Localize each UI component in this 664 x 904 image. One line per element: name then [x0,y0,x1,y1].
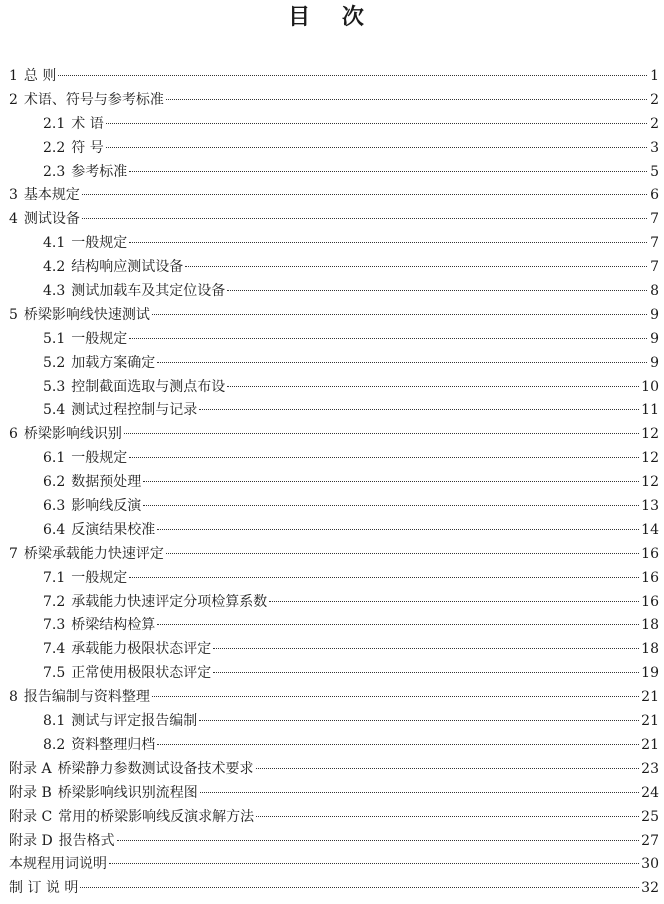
toc-entry[interactable] [9,161,659,185]
toc-entry-number: 8 [9,689,18,706]
toc-entry-label: 承载能力快速评定分项检算系数 [71,593,268,610]
toc-entry-page: 12 [641,450,659,467]
toc-entry[interactable] [9,662,659,686]
toc-entry-number: 4.3 [43,283,66,300]
toc-entry-label: 承载能力极限状态评定 [71,641,212,658]
toc-entry-page: 11 [641,402,659,419]
toc-entry-label: 一般规定 [71,569,128,586]
toc-entry-label: 数据预处理 [71,474,142,491]
dot-leader [152,314,647,315]
toc-entry-page: 24 [641,784,659,801]
dot-leader [227,386,639,387]
toc-entry-page: 30 [641,856,659,873]
toc-entry[interactable] [9,89,659,113]
toc-entry[interactable] [9,638,659,662]
toc-entry-label: 一般规定 [71,330,128,347]
toc-entry-label: 测试与评定报告编制 [71,713,198,730]
dot-leader [157,529,639,530]
toc-entry-label: 制 订 说 明 [9,880,79,897]
toc-entry-page: 18 [641,617,659,634]
toc-entry-label: 加载方案确定 [71,354,156,371]
toc-entry-number: 5 [9,306,18,323]
toc-entry-label: 符 号 [71,139,104,156]
toc-entry[interactable] [9,853,659,877]
toc-entry-page: 19 [641,665,659,682]
toc-entry-number: 7 [9,545,18,562]
toc-entry[interactable] [9,208,659,232]
toc-entry[interactable] [9,113,659,137]
toc-entry-page: 32 [641,880,659,897]
toc-entry-page: 8 [650,283,659,300]
toc-entry-number: 5.2 [43,354,66,371]
dot-leader [157,744,639,745]
toc-entry-label: 资料整理归档 [71,736,156,753]
toc-entry-page: 16 [641,545,659,562]
dot-leader [199,409,639,410]
toc-entry-label: 总 则 [23,68,57,84]
toc-entry-page: 12 [641,426,659,443]
toc-entry-page: 1 [650,68,659,84]
toc-entry[interactable] [9,376,659,400]
toc-entry[interactable] [9,447,659,471]
table-of-contents [9,65,659,901]
toc-entry-page: 13 [641,498,659,515]
toc-entry-page: 3 [650,139,659,156]
toc-entry-number: 7.3 [43,617,66,634]
toc-entry-page: 23 [641,760,659,777]
toc-entry-label: 参考标准 [71,163,128,180]
toc-entry-label: 桥梁结构检算 [71,617,156,634]
toc-entry-page: 14 [641,521,659,538]
dot-leader [143,481,639,482]
toc-entry-page: 5 [650,163,659,180]
toc-entry-page: 10 [641,378,659,395]
dot-leader [124,433,639,434]
dot-leader [200,792,639,793]
toc-entry[interactable] [9,782,659,806]
toc-entry-number: 7.2 [43,593,66,610]
toc-entry-page: 7 [650,235,659,252]
toc-entry-page: 7 [650,211,659,228]
toc-entry-label: 桥梁影响线识别 [23,426,122,443]
dot-leader [199,720,639,721]
toc-entry-number: 4.1 [43,235,66,252]
toc-entry-number: 2 [9,91,18,108]
dot-leader [80,887,639,888]
dot-leader [129,457,639,458]
dot-leader [129,577,639,578]
toc-entry-number: 8.1 [43,713,66,730]
toc-entry-label: 影响线反演 [71,498,142,515]
dot-leader [166,99,647,100]
toc-entry-number: 5.1 [43,330,66,347]
toc-entry-label: 测试过程控制与记录 [71,402,198,419]
page-title: 目 次 [288,4,376,30]
toc-entry-page: 6 [650,187,659,204]
toc-entry-label: 本规程用词说明 [9,856,107,873]
toc-entry-page: 2 [650,115,659,132]
toc-entry-label: 测试加载车及其定位设备 [71,283,226,300]
toc-entry-label: 反演结果校准 [71,521,156,538]
dot-leader [109,863,639,864]
toc-entry[interactable] [9,137,659,161]
toc-entry-label: 控制截面选取与测点布设 [71,378,226,395]
dot-leader [129,242,647,243]
toc-entry[interactable] [9,686,659,710]
toc-entry-page: 21 [641,736,659,753]
dot-leader [256,768,640,769]
toc-entry[interactable] [9,256,659,280]
toc-entry[interactable] [9,519,659,543]
toc-entry-page: 2 [650,91,659,108]
toc-entry[interactable] [9,495,659,519]
toc-entry-number: 8.2 [43,736,66,753]
toc-entry-label: 正常使用极限状态评定 [71,665,212,682]
dot-leader [157,624,639,625]
toc-entry[interactable] [9,758,659,782]
toc-entry[interactable] [9,280,659,304]
toc-entry-page: 7 [650,259,659,276]
toc-entry-number: 6.1 [43,450,66,467]
toc-entry-number: 6.4 [43,521,66,538]
toc-entry-label: 报告格式 [58,832,115,849]
toc-entry-number: 附录 C [9,808,53,825]
toc-entry[interactable] [9,232,659,256]
toc-entry[interactable] [9,734,659,758]
toc-entry-number: 5.4 [43,402,66,419]
toc-entry-number: 5.3 [43,378,66,395]
dot-leader [106,147,647,148]
toc-entry-number: 6.3 [43,498,66,515]
toc-entry-label: 报告编制与资料整理 [23,689,150,706]
toc-entry-number: 2.1 [43,115,66,132]
toc-entry-label: 桥梁影响线识别流程图 [57,784,198,801]
toc-entry-page: 25 [641,808,659,825]
toc-entry-number: 附录 A [9,760,52,777]
toc-entry-label: 基本规定 [23,187,80,204]
toc-entry-label: 测试设备 [23,211,80,228]
toc-entry-number: 7.5 [43,665,66,682]
dot-leader [129,338,647,339]
dot-leader [269,601,639,602]
toc-entry-number: 6 [9,426,18,443]
toc-entry-number: 4.2 [43,259,66,276]
toc-entry-number: 2.2 [43,139,66,156]
dot-leader [117,840,639,841]
toc-entry[interactable] [9,710,659,734]
toc-entry[interactable] [9,65,659,89]
toc-entry[interactable] [9,399,659,423]
toc-entry[interactable] [9,806,659,830]
toc-entry-page: 16 [641,569,659,586]
toc-entry[interactable] [9,423,659,447]
toc-entry-number: 附录 B [9,784,52,801]
toc-entry-page: 27 [641,832,659,849]
toc-entry-page: 16 [641,593,659,610]
dot-leader [129,171,647,172]
toc-entry-page: 9 [650,354,659,371]
toc-entry[interactable] [9,352,659,376]
toc-entry-label: 术语、符号与参考标准 [23,91,164,108]
toc-entry-page: 9 [650,330,659,347]
dot-leader [82,194,647,195]
toc-entry-number: 1 [9,68,18,84]
toc-entry-number: 附录 D [9,832,53,849]
toc-entry[interactable] [9,328,659,352]
toc-entry-number: 2.3 [43,163,66,180]
toc-entry-page: 18 [641,641,659,658]
dot-leader [213,672,639,673]
dot-leader [106,123,647,124]
dot-leader [58,75,647,76]
toc-entry-label: 桥梁影响线快速测试 [23,306,150,323]
toc-entry-page: 21 [641,713,659,730]
dot-leader [227,290,647,291]
toc-entry-label: 术 语 [71,115,104,132]
toc-entry[interactable] [9,877,659,901]
toc-entry-number: 7.1 [43,569,66,586]
dot-leader [82,218,647,219]
dot-leader [256,816,639,817]
toc-entry-label: 常用的桥梁影响线反演求解方法 [58,808,255,825]
toc-entry-label: 桥梁静力参数测试设备技术要求 [57,760,254,777]
dot-leader [143,505,639,506]
toc-entry[interactable] [9,184,659,208]
toc-entry[interactable] [9,591,659,615]
toc-entry[interactable] [9,471,659,495]
toc-entry-number: 7.4 [43,641,66,658]
toc-entry-label: 一般规定 [71,450,128,467]
toc-entry[interactable] [9,543,659,567]
toc-entry-label: 一般规定 [71,235,128,252]
dot-leader [213,648,639,649]
toc-entry[interactable] [9,614,659,638]
dot-leader [166,553,639,554]
toc-entry[interactable] [9,304,659,328]
dot-leader [185,266,647,267]
toc-entry[interactable] [9,567,659,591]
toc-entry-number: 4 [9,211,18,228]
toc-entry-page: 9 [650,306,659,323]
toc-entry-number: 3 [9,187,18,204]
toc-entry-page: 12 [641,474,659,491]
toc-entry[interactable] [9,830,659,854]
dot-leader [152,696,639,697]
toc-entry-label: 桥梁承载能力快速评定 [23,545,164,562]
toc-entry-number: 6.2 [43,474,66,491]
toc-entry-label: 结构响应测试设备 [71,259,184,276]
toc-entry-page: 21 [641,689,659,706]
dot-leader [157,362,647,363]
